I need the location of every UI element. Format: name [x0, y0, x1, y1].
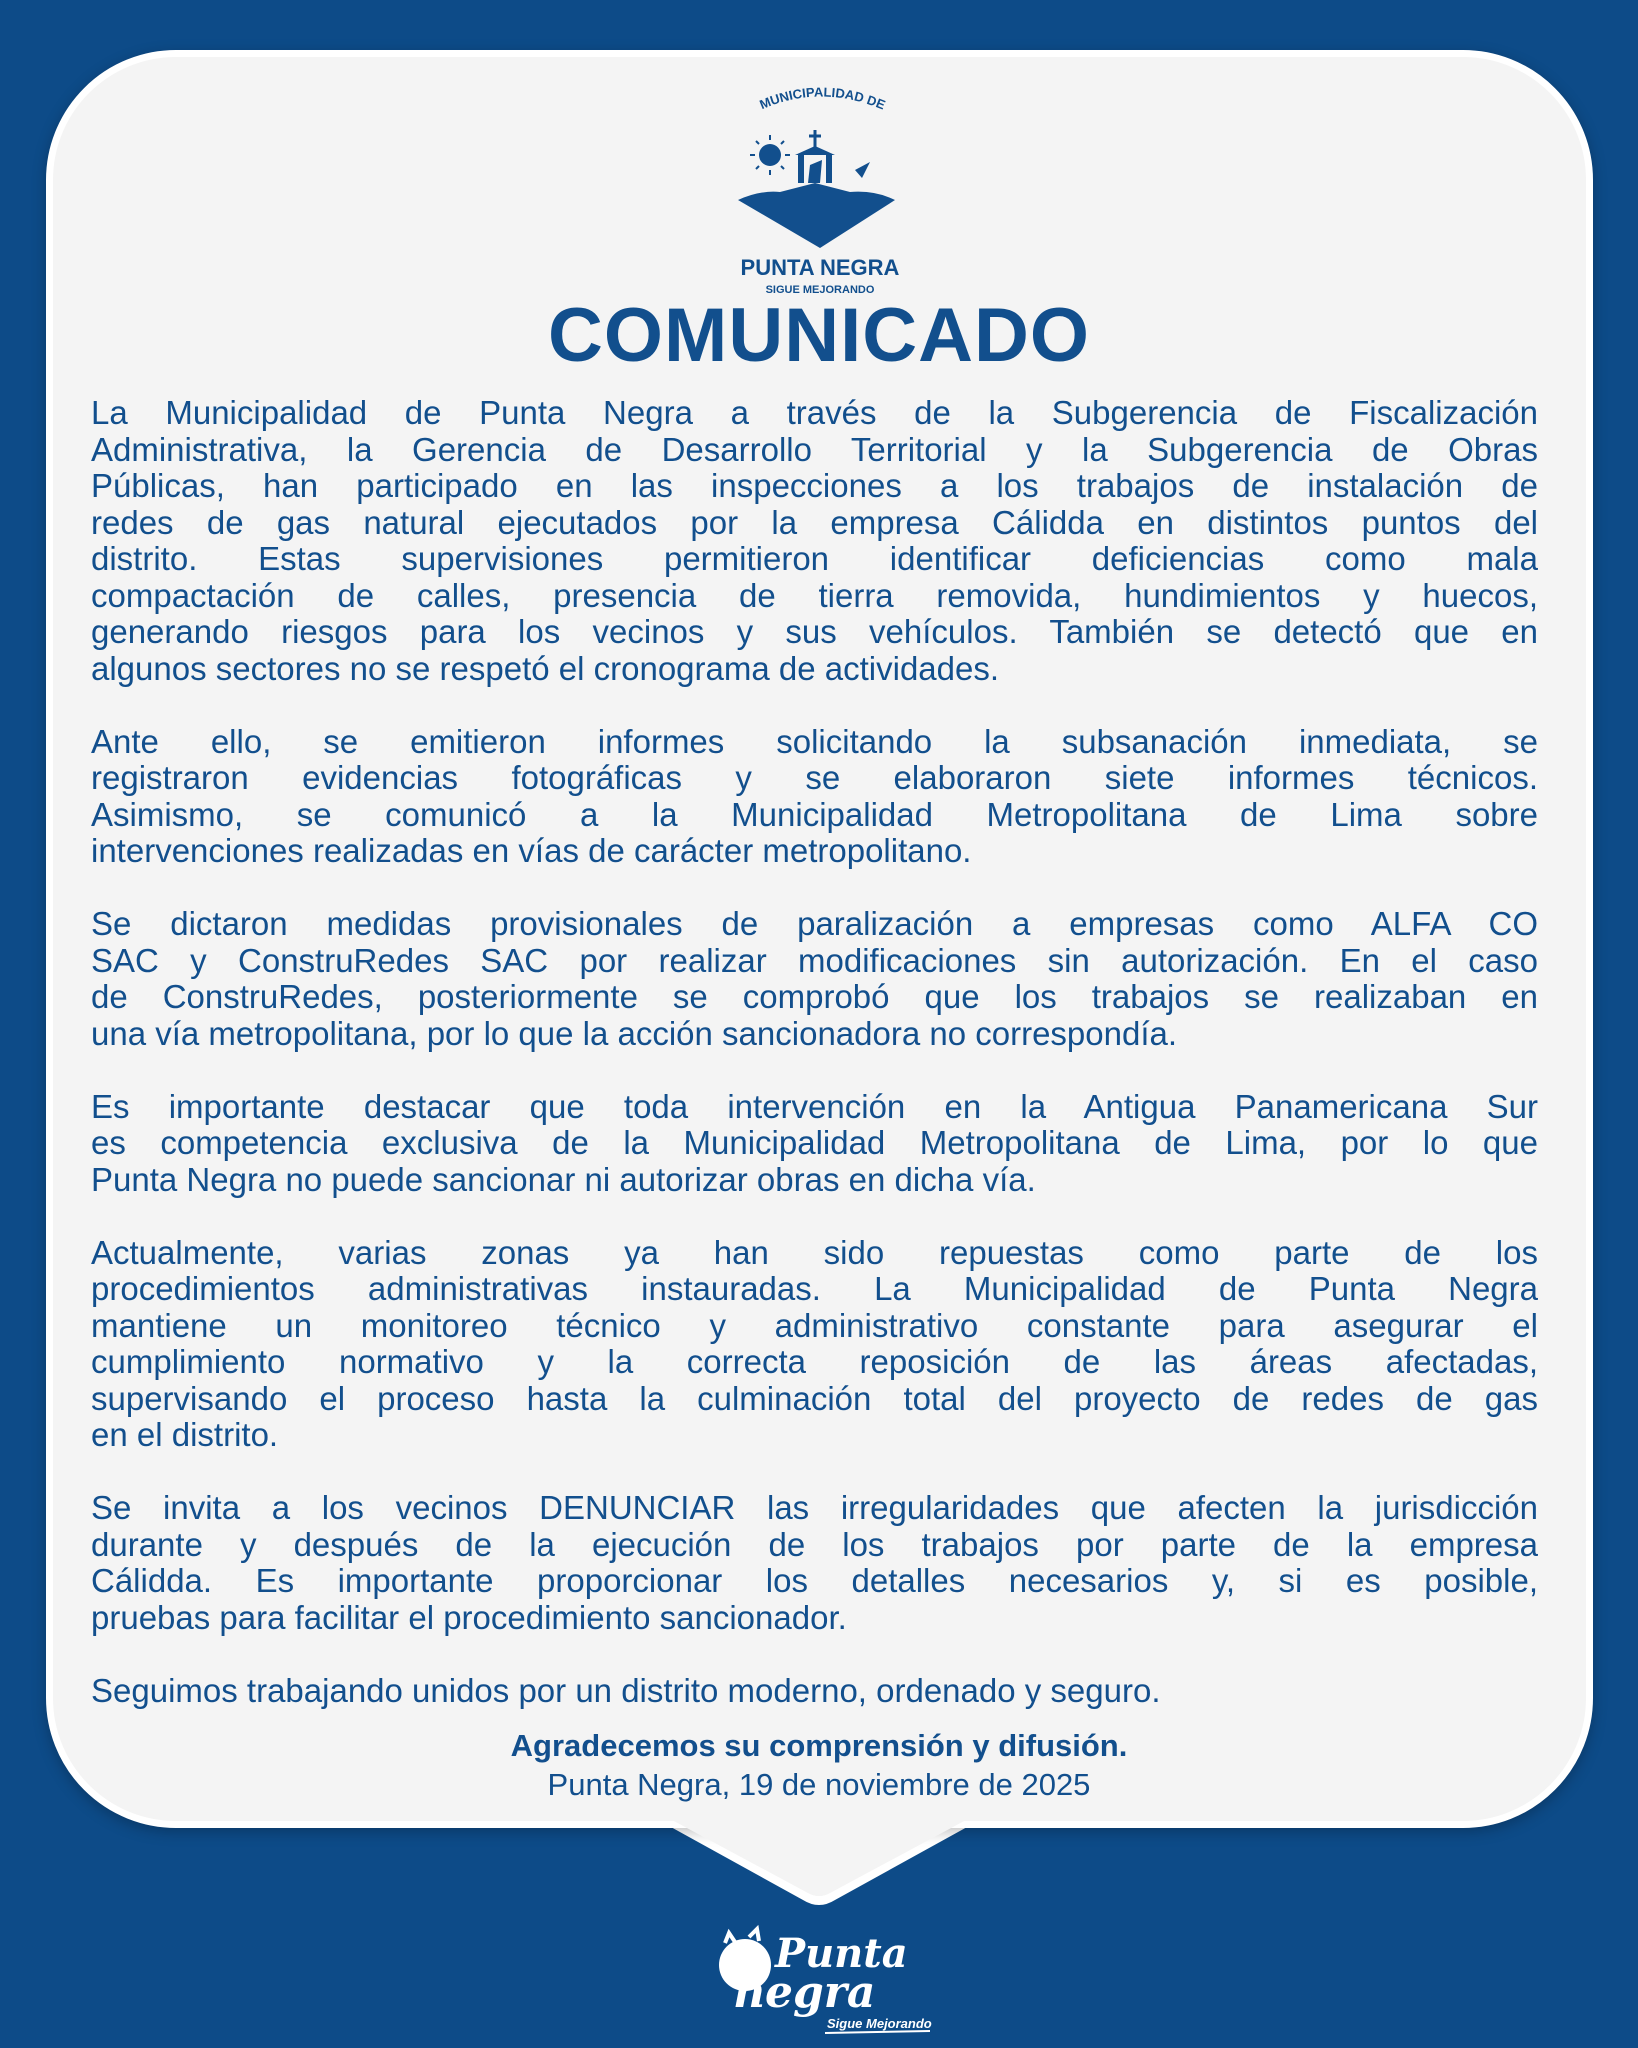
svg-text:MUNICIPALIDAD DE	[757, 84, 887, 112]
paragraph	[91, 1235, 1538, 1454]
paragraph-line: intervenciones realizadas en vías de carácter metropolitano.	[91, 832, 972, 869]
footer-logo-slogan: Sigue Mejorando	[827, 2016, 932, 2031]
paragraph-line: Públicas, han participado en las inspecciones a los trabajos de instalación de	[91, 467, 1538, 504]
paragraph-line: cumplimiento normativo y la correcta reposición de las áreas afectadas,	[91, 1343, 1538, 1380]
paragraph-line: compactación de calles, presencia de tierra removida, hundimientos y huecos,	[91, 576, 1538, 614]
paragraph-line: Punta Negra no puede sancionar ni autorizar obras en dicha vía.	[91, 1160, 1036, 1198]
paragraph-line: Ante ello, se emitieron informes solicitando la subsanación inmediata, se	[91, 722, 1538, 760]
logo-slogan: SIGUE MEJORANDO	[765, 284, 875, 296]
paragraph-line: supervisando el proceso hasta la culminación total del proyecto de redes de gas	[91, 1379, 1538, 1417]
paragraph-line: generando riesgos para los vecinos y sus vehículos. También se detectó que en	[91, 613, 1538, 650]
paragraph	[91, 1089, 1538, 1199]
paragraph-line: distrito. Estas supervisiones permitieron identificar deficiencias como mala	[91, 540, 1538, 577]
paragraph-line: Se invita a los vecinos DENUNCIAR las irregularidades que afecten la jurisdicción	[91, 1489, 1538, 1526]
footer-logo-line2: negra	[733, 1967, 876, 2018]
page-title: COMUNICADO	[548, 293, 1090, 378]
paragraph-line: una vía metropolitana, por lo que la acción sancionadora no correspondía.	[91, 1014, 1178, 1052]
logo-top-text: MUNICIPALIDAD DE	[757, 84, 888, 113]
paragraph-line: de ConstruRedes, posteriormente se comprobó que los trabajos se realizaban en	[91, 978, 1538, 1015]
paragraph	[91, 906, 1538, 1052]
paragraph	[91, 1673, 1538, 1710]
paragraph-line: Cálidda. Es importante proporcionar los detalles necesarios y, si es posible,	[91, 1562, 1538, 1599]
footer-logo-line1: Punta	[775, 1930, 908, 1977]
paragraph	[91, 395, 1538, 687]
paragraph-line: Seguimos trabajando unidos por un distrito moderno, ordenado y seguro.	[91, 1671, 1161, 1709]
logo-name: PUNTA NEGRA	[740, 255, 900, 280]
date-line: Punta Negra, 19 de noviembre de 2025	[547, 1767, 1091, 1802]
paragraph-line: pruebas para facilitar el procedimiento sancionador.	[91, 1598, 847, 1636]
paragraph-line: Se dictaron medidas provisionales de paralización a empresas como ALFA CO	[91, 905, 1538, 942]
paragraph-line: registraron evidencias fotográficas y se elaboraron siete informes técnicos.	[91, 759, 1538, 796]
paragraph-line: redes de gas natural ejecutados por la empresa Cálidda en distintos puntos del	[91, 503, 1538, 541]
paragraph-line: Es importante destacar que toda intervención en la Antigua Panamericana Sur	[91, 1087, 1538, 1125]
paragraph-line: en el distrito.	[91, 1416, 279, 1453]
paragraph-line: algunos sectores no se respetó el cronograma de actividades.	[91, 649, 1000, 687]
paragraph-line: Asimismo, se comunicó a la Municipalidad Metropolitana de Lima sobre	[91, 795, 1538, 833]
closing-text: Agradecemos su comprensión y difusión.	[510, 1728, 1128, 1763]
paragraph-line: mantiene un monitoreo técnico y administrativo constante para asegurar el	[91, 1306, 1538, 1344]
footer-logo	[705, 1915, 945, 2035]
paragraph	[91, 724, 1538, 870]
paragraph-line: La Municipalidad de Punta Negra a través de la Subgerencia de Fiscalización	[91, 394, 1538, 431]
paragraph-line: procedimientos administrativas instauradas. La Municipalidad de Punta Negra	[91, 1270, 1538, 1307]
paragraph-line: SAC y ConstruRedes SAC por realizar modificaciones sin autorización. En el caso	[91, 941, 1538, 979]
announcement-body	[91, 395, 1538, 1746]
paragraph-line: Administrativa, la Gerencia de Desarrollo Territorial y la Subgerencia de Obras	[91, 430, 1538, 468]
paragraph	[91, 1490, 1538, 1636]
municipality-logo	[700, 80, 940, 300]
paragraph-line: Actualmente, varias zonas ya han sido repuestas como parte de los	[91, 1233, 1538, 1271]
paragraph-line: durante y después de la ejecución de los trabajos por parte de la empresa	[91, 1525, 1538, 1563]
paragraph-line: es competencia exclusiva de la Municipalidad Metropolitana de Lima, por lo que	[91, 1124, 1538, 1161]
